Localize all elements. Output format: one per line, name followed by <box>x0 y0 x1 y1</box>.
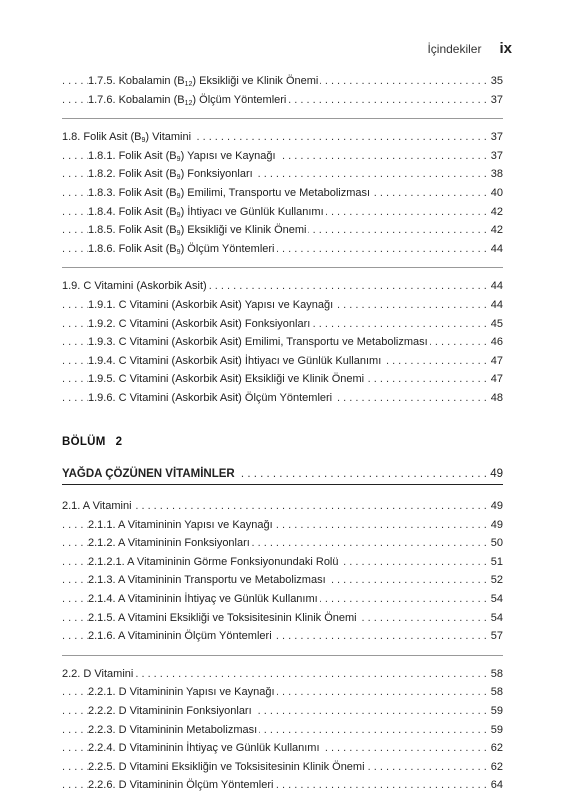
toc-page-number: 54 <box>489 590 503 609</box>
toc-entry[interactable]: . . . 2.1.5. A Vitamini Eksikliği ve Toksisitesinin Klinik Önemi 54 <box>62 609 503 628</box>
toc-entry[interactable]: . . . 1.8.3. Folik Asit $(B_9)$ Emilimi, Transportu ve Metabolizması 40 <box>62 184 503 203</box>
page-number: ix <box>499 40 512 57</box>
toc-page-number: 40 <box>489 184 503 203</box>
toc-section-entry[interactable]: . . . 1.9. C Vitamini (Askorbik Asit) 44 <box>62 277 503 296</box>
toc-entry[interactable]: . . . 1.8.4. Folik Asit $(B_9)$ İhtiyacı ve Günlük Kullanımı 42 <box>62 203 503 222</box>
toc-entry[interactable]: . . . 1.9.5. C Vitamini (Askorbik Asit) Eksikliği ve Klinik Önemi 47 <box>62 370 503 389</box>
toc-entry[interactable]: . . . 2.1.2.1. A Vitamininin Görme Fonksiyonundaki Rolü 51 <box>62 553 503 572</box>
toc-page-number: 37 <box>489 91 503 110</box>
toc-page-number: 46 <box>489 333 503 352</box>
toc-page-number: 51 <box>489 553 503 572</box>
running-title: İçindekiler <box>427 42 482 56</box>
toc-entry[interactable]: . . . 1.9.1. C Vitamini (Askorbik Asit) Yapısı ve Kaynağı 44 <box>62 296 503 315</box>
toc-entry[interactable]: . . . 2.1.1. A Vitamininin Yapısı ve Kaynağı 49 <box>62 516 503 535</box>
toc-entry[interactable]: . . . 1.7.5. Kobalamin $(B_{12})$ Eksikliği ve Klinik Önemi 35 <box>62 72 503 91</box>
toc-page-number: 45 <box>489 315 503 334</box>
toc-entry[interactable]: . . . 1.9.3. C Vitamini (Askorbik Asit) Emilimi, Transportu ve Metabolizması 46 <box>62 333 503 352</box>
toc-entry[interactable]: . . . 1.9.2. C Vitamini (Askorbik Asit) Fonksiyonları 45 <box>62 315 503 334</box>
toc-entry[interactable]: . . . 2.2.5. D Vitamini Eksikliğin ve Toksisitesinin Klinik Önemi 62 <box>62 758 503 777</box>
toc-page-number: 57 <box>489 627 503 646</box>
toc-entry[interactable]: . . . 2.2.2. D Vitamininin Fonksiyonları 59 <box>62 702 503 721</box>
toc-entry[interactable]: . . . 2.2.3. D Vitamininin Metabolizması 59 <box>62 721 503 740</box>
chapter-label: BÖLÜM 2 <box>62 435 123 448</box>
toc-entry[interactable]: . . . 2.2.1. D Vitamininin Yapısı ve Kaynağı 58 <box>62 683 503 702</box>
toc-page-number: 49 <box>489 497 503 516</box>
toc-page-number: 50 <box>489 534 503 553</box>
toc-entry[interactable]: . . . 1.8.2. Folik Asit $(B_9)$ Fonksiyonları 38 <box>62 165 503 184</box>
toc-page-number: 35 <box>489 72 503 91</box>
toc-page-number: 42 <box>489 203 503 222</box>
toc-entry[interactable]: . . . 1.8.1. Folik Asit $(B_9)$ Yapısı ve Kaynağı 37 <box>62 147 503 166</box>
toc-page-number: 44 <box>489 277 503 296</box>
toc-section-entry[interactable]: . . . 2.1. A Vitamini 49 <box>62 497 503 516</box>
toc-page-number: 37 <box>489 147 503 166</box>
toc-page-number: 58 <box>489 665 503 684</box>
toc-entry[interactable]: . . . 1.8.6. Folik Asit $(B_9)$ Ölçüm Yöntemleri 44 <box>62 240 503 259</box>
toc-entry[interactable]: . . . 1.8.5. Folik Asit $(B_9)$ Eksikliği ve Klinik Önemi 42 <box>62 221 503 240</box>
toc-entry[interactable]: . . . 2.1.3. A Vitamininin Transportu ve Metabolizması 52 <box>62 571 503 590</box>
toc-page-number: 62 <box>489 758 503 777</box>
toc-page-number: 59 <box>489 721 503 740</box>
toc-entry[interactable]: . . . 2.1.6. A Vitamininin Ölçüm Yöntemleri 57 <box>62 627 503 646</box>
toc-page-number: 62 <box>489 739 503 758</box>
table-of-contents <box>62 72 503 795</box>
toc-page-number: 42 <box>489 221 503 240</box>
toc-entry[interactable]: . . . 1.7.6. Kobalamin $(B_{12})$ Ölçüm Yöntemleri 37 <box>62 91 503 110</box>
toc-page-number: 49 <box>488 464 503 484</box>
toc-entry[interactable]: . . . 2.2.4. D Vitamininin İhtiyaç ve Günlük Kullanımı 62 <box>62 739 503 758</box>
toc-page-number: 47 <box>489 370 503 389</box>
toc-page-number: 49 <box>489 516 503 535</box>
toc-page-number: 44 <box>489 240 503 259</box>
chapter-title-entry[interactable] <box>62 464 503 484</box>
chapter-title: YAĞDA ÇÖZÜNEN VİTAMİNLER <box>62 467 235 480</box>
toc-entry[interactable]: . . . 2.2.6. D Vitamininin Ölçüm Yöntemleri 64 <box>62 776 503 795</box>
toc-page-number: 52 <box>489 571 503 590</box>
toc-page-number: 44 <box>489 296 503 315</box>
toc-page-number: 37 <box>489 128 503 147</box>
toc-entry[interactable]: . . . 1.9.6. C Vitamini (Askorbik Asit) Ölçüm Yöntemleri 48 <box>62 389 503 408</box>
toc-page-number: 59 <box>489 702 503 721</box>
toc-page-number: 48 <box>489 389 503 408</box>
toc-page-number: 38 <box>489 165 503 184</box>
toc-entry[interactable]: . . . 1.9.4. C Vitamini (Askorbik Asit) İhtiyacı ve Günlük Kullanımı 47 <box>62 352 503 371</box>
toc-page-number: 54 <box>489 609 503 628</box>
page-header <box>427 40 512 57</box>
toc-page-number: 64 <box>489 776 503 795</box>
toc-section-entry[interactable]: . . . 2.2. D Vitamini 58 <box>62 665 503 684</box>
toc-section-entry[interactable]: . . . 1.8. Folik Asit $(B_9)$ Vitamini 37 <box>62 128 503 147</box>
toc-entry[interactable]: . . . 2.1.4. A Vitamininin İhtiyaç ve Günlük Kullanımı 54 <box>62 590 503 609</box>
toc-page-number: 47 <box>489 352 503 371</box>
toc-page-number: 58 <box>489 683 503 702</box>
toc-entry[interactable]: . . . 2.1.2. A Vitamininin Fonksiyonları 50 <box>62 534 503 553</box>
chapter-underline <box>62 484 503 486</box>
